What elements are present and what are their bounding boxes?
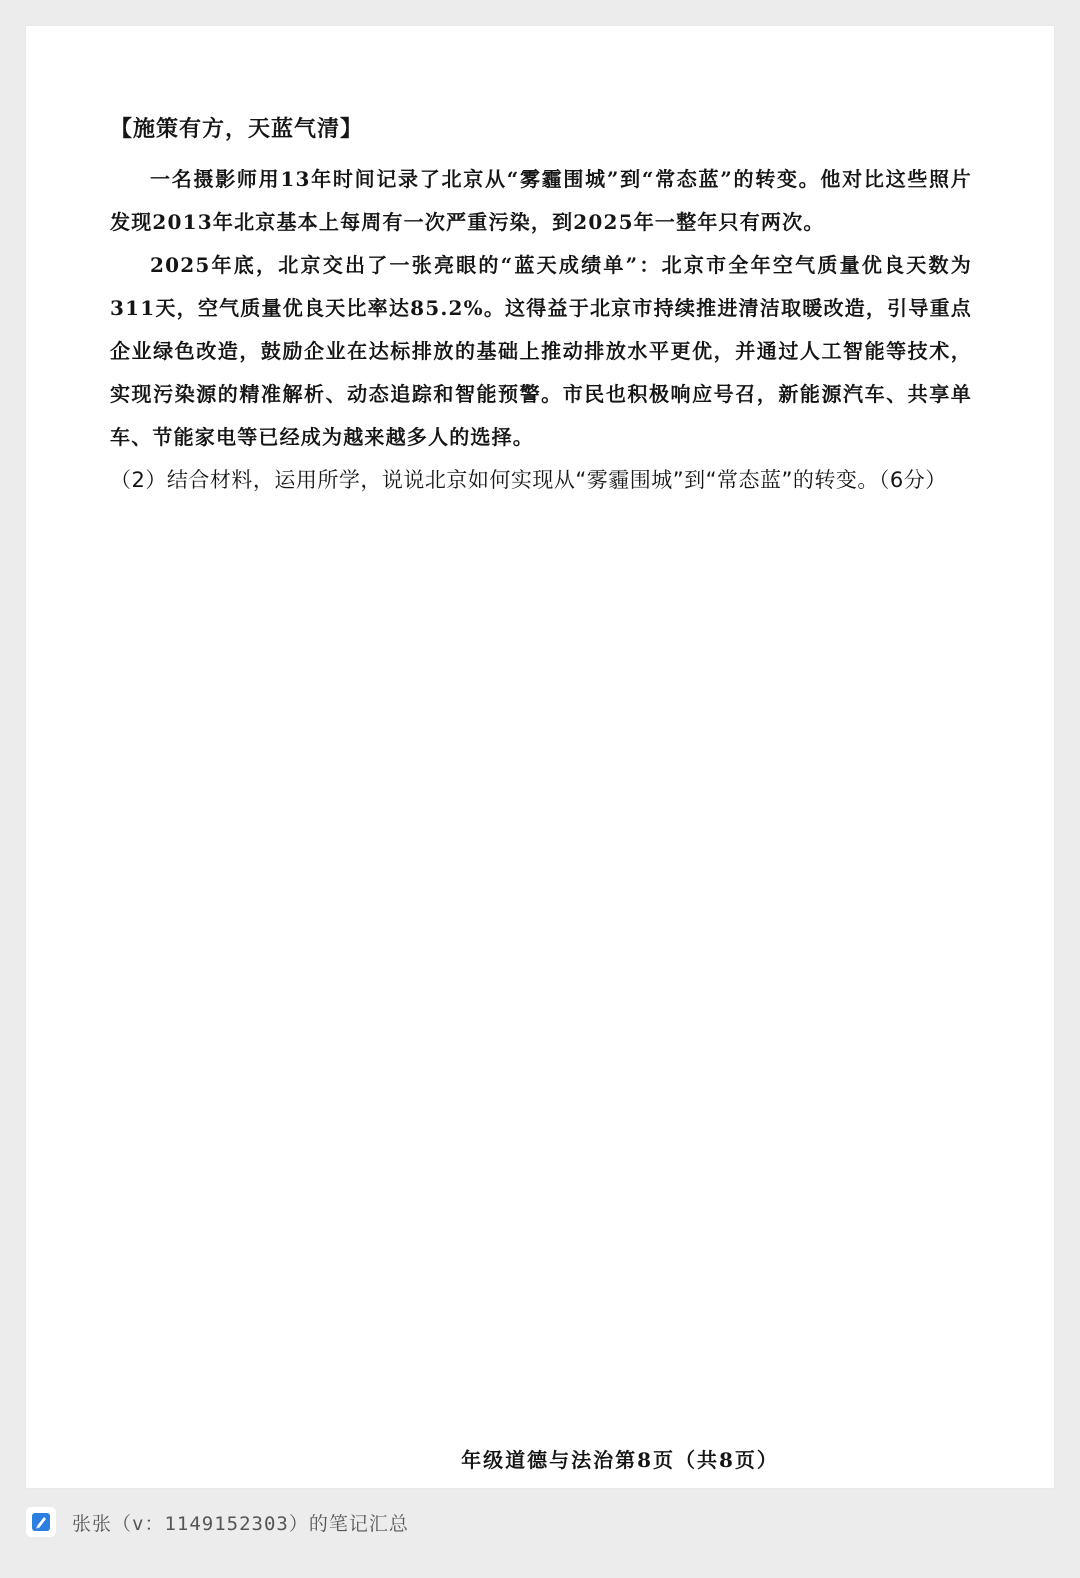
notes-collection-label: 张张（v：1149152303）的笔记汇总 (72, 1512, 409, 1535)
question-text: （2）结合材料，运用所学，说说北京如何实现从“雾霾围城”到“常态蓝”的转变。（6分） (110, 468, 947, 492)
page-footer: 年级道德与法治第8页（共8页） (461, 1448, 779, 1472)
document-page (26, 26, 1054, 1488)
material-paragraph-1: 一名摄影师用13年时间记录了北京从“雾霾围城”到“常态蓝”的转变。他对比这些照片发现2013年北京基本上每周有一次严重污染，到2025年一整年只有两次。 (110, 167, 972, 234)
notes-bar[interactable] (26, 1504, 409, 1540)
material-paragraph-2: 2025年底，北京交出了一张亮眼的“蓝天成绩单”：北京市全年空气质量优良天数为311天，空气质量优良天比率达85.2%。这得益于北京市持续推进清洁取暖改造，引导重点企业绿色改造，鼓励企业在达标排放的基础上推动排放水平更优，并通过人工智能等技术，实现污染源的精准解析、动态追踪和智能预警。市民也积极响应号召，新能源汽车、共享单车、节能家电等已经成为越来越多人的选择。 (110, 253, 972, 449)
document-content (110, 110, 972, 502)
note-icon[interactable] (26, 1507, 56, 1537)
section-title: 【施策有方，天蓝气清】 (110, 117, 364, 142)
